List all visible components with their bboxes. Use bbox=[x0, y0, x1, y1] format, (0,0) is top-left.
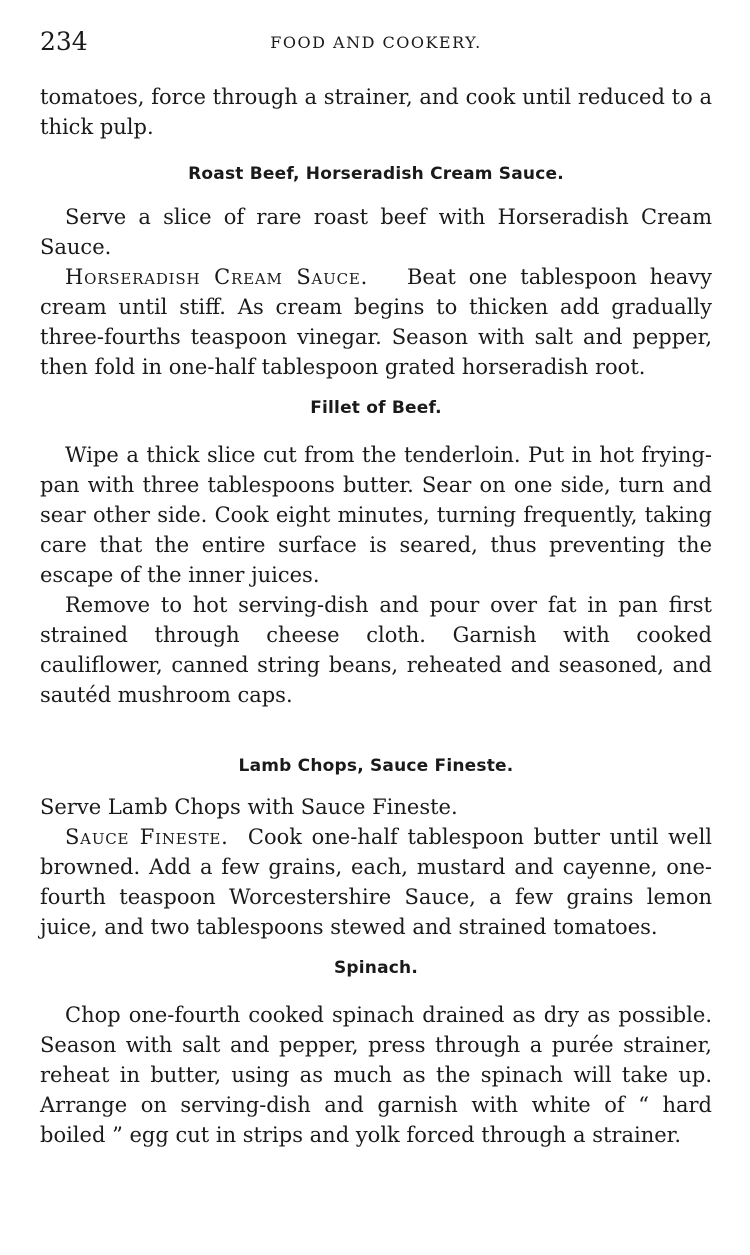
roast-beef-paragraph: Serve a slice of rare roast beef with Horseradish Cream Sauce. bbox=[40, 205, 712, 259]
sauce-fineste-term: Sauce Fineste. bbox=[65, 825, 229, 849]
horseradish-sauce-paragraph bbox=[40, 262, 712, 382]
fillet-paragraph-2: Remove to hot serving-dish and pour over fat in pan first strained through cheese cloth. Garnish with cooked cauliflower, canned string beans, reheated and seasoned, and sautéd mushroom caps. bbox=[40, 593, 712, 707]
section-heading-lamb-chops: Lamb Chops, Sauce Fineste. bbox=[238, 756, 514, 776]
horseradish-sauce-text: Beat one tablespoon heavy cream until stiff. As cream begins to thicken add gradually three-fourths teaspoon vinegar. Season with salt and pepper, then fold in one-half tablespoon grated horseradish root. bbox=[40, 265, 712, 379]
spinach-paragraph: Chop one-fourth cooked spinach drained as dry as possible. Season with salt and pepper, press through a purée strainer, reheat in butter, using as much as the spinach will take up. Arrange on serving-dish and garnish with white of “ hard boiled ” egg cut in strips and yolk forced through a strainer. bbox=[40, 1003, 712, 1147]
lamb-chops-paragraph: Serve Lamb Chops with Sauce Fineste. bbox=[40, 795, 458, 819]
section-heading-spinach: Spinach. bbox=[333, 958, 419, 978]
sauce-fineste-paragraph bbox=[40, 822, 712, 942]
running-head: FOOD AND COOKERY. bbox=[270, 33, 482, 52]
book-page bbox=[40, 26, 712, 1150]
section-heading-roast-beef: Roast Beef, Horseradish Cream Sauce. bbox=[188, 164, 564, 184]
page-number: 234 bbox=[40, 27, 88, 56]
fillet-paragraph-1: Wipe a thick slice cut from the tenderloin. Put in hot frying-pan with three tablespoons butter. Sear on one side, turn and sear other side. Cook eight minutes, turning frequently, taking care that the entire surface is seared, thus preventing the escape of the inner juices. bbox=[40, 443, 712, 587]
intro-paragraph: tomatoes, force through a strainer, and cook until reduced to a thick pulp. bbox=[40, 85, 712, 139]
horseradish-sauce-term: Horseradish Cream Sauce. bbox=[65, 265, 369, 289]
section-heading-fillet: Fillet of Beef. bbox=[310, 398, 442, 418]
sauce-fineste-text: Cook one-half tablespoon butter until well browned. Add a few grains, each, mustard and cayenne, one-fourth teaspoon Worcestershire Sauce, a few grains lemon juice, and two tablespoons stewed and strained tomatoes. bbox=[40, 825, 713, 939]
page-header bbox=[40, 26, 712, 58]
